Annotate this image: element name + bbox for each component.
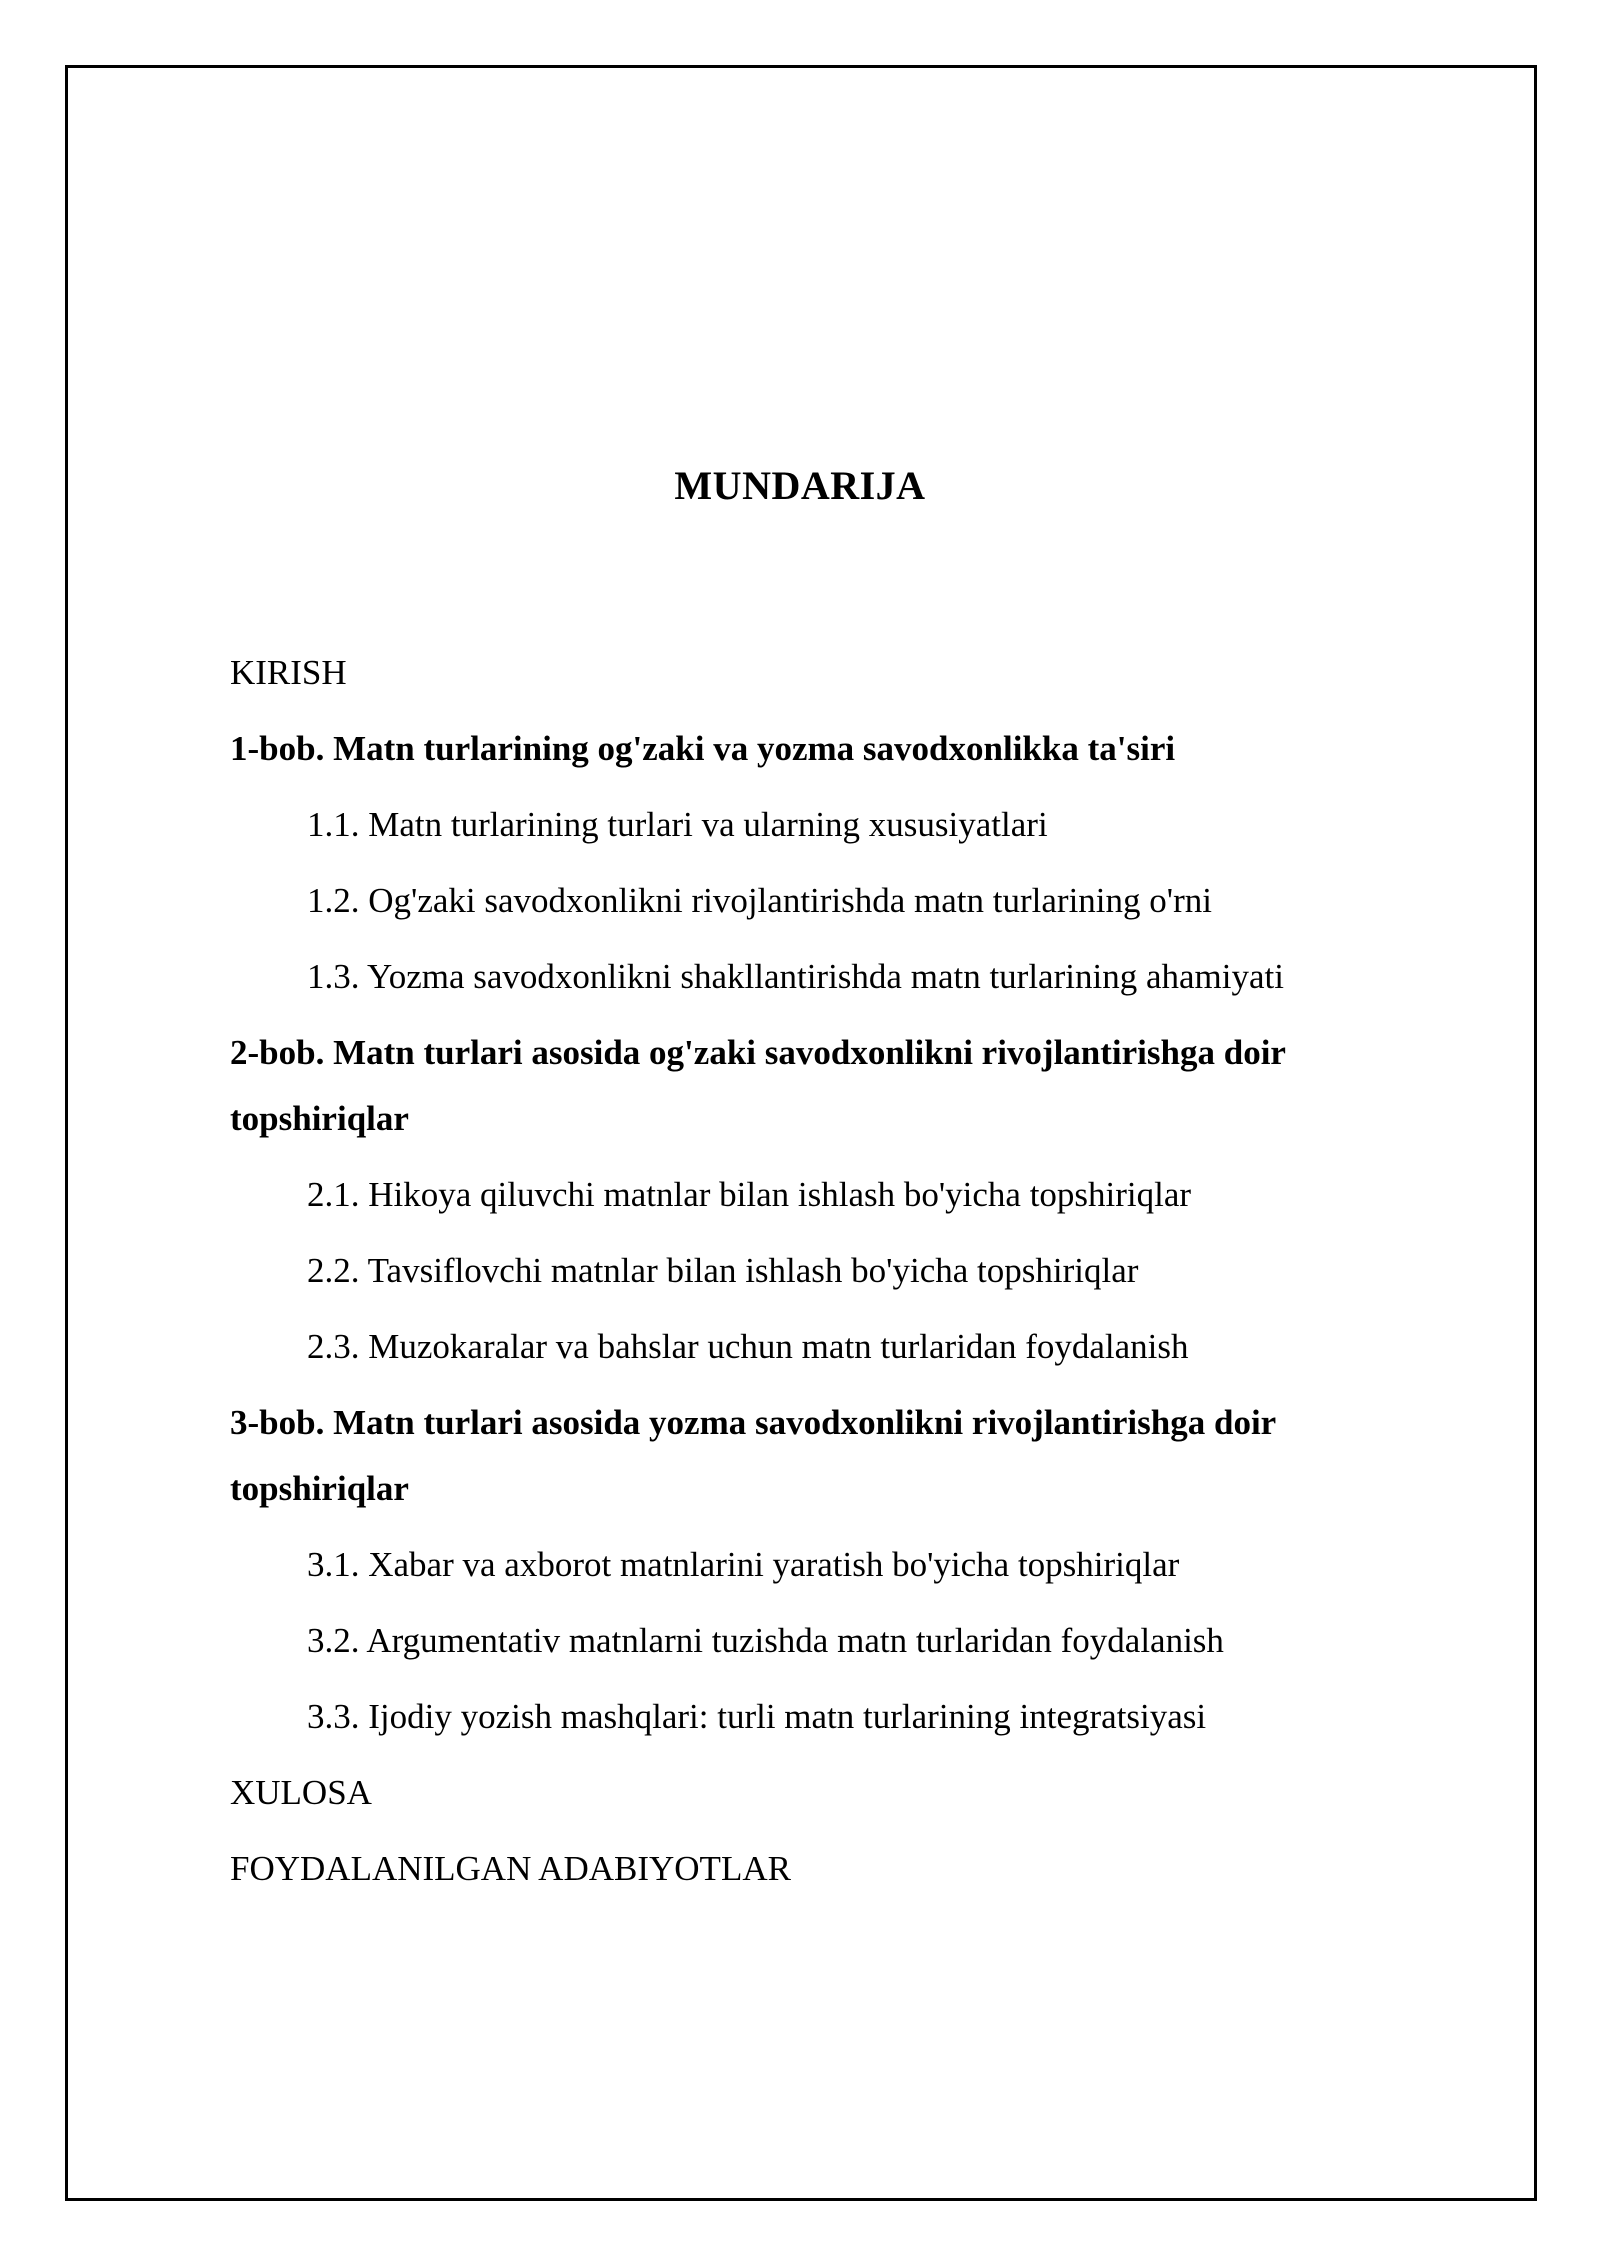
page-title: MUNDARIJA bbox=[674, 463, 926, 508]
toc-section-1-2: 1.2. Og'zaki savodxonlikni rivojlantirishda matn turlarining o'rni bbox=[307, 881, 1212, 920]
toc-section-3-3: 3.3. Ijodiy yozish mashqlari: turli matn turlarining integratsiyasi bbox=[307, 1697, 1207, 1736]
toc-section-3-2: 3.2. Argumentativ matnlarni tuzishda matn turlaridan foydalanish bbox=[307, 1621, 1224, 1660]
toc-references: FOYDALANILGAN ADABIYOTLAR bbox=[230, 1849, 791, 1888]
toc-section-2-3: 2.3. Muzokaralar va bahslar uchun matn turlaridan foydalanish bbox=[307, 1327, 1189, 1366]
toc-section-3-1: 3.1. Xabar va axborot matnlarini yaratish bo'yicha topshiriqlar bbox=[307, 1545, 1180, 1584]
toc-section-2-2: 2.2. Tavsiflovchi matnlar bilan ishlash bo'yicha topshiriqlar bbox=[307, 1251, 1139, 1290]
table-of-contents bbox=[230, 640, 1390, 1912]
toc-section-1-3: 1.3. Yozma savodxonlikni shakllantirishda matn turlarining ahamiyati bbox=[307, 957, 1284, 996]
toc-intro: KIRISH bbox=[230, 653, 347, 692]
toc-chapter-1: 1-bob. Matn turlarining og'zaki va yozma savodxonlikka ta'siri bbox=[230, 729, 1176, 768]
toc-section-1-1: 1.1. Matn turlarining turlari va ularning xususiyatlari bbox=[307, 805, 1048, 844]
toc-conclusion: XULOSA bbox=[230, 1773, 372, 1812]
toc-chapter-3: 3-bob. Matn turlari asosida yozma savodxonlikni rivojlantirishga doir topshiriqlar bbox=[230, 1403, 1276, 1508]
toc-section-2-1: 2.1. Hikoya qiluvchi matnlar bilan ishlash bo'yicha topshiriqlar bbox=[307, 1175, 1192, 1214]
toc-chapter-2: 2-bob. Matn turlari asosida og'zaki savodxonlikni rivojlantirishga doir topshiriqlar bbox=[230, 1033, 1286, 1138]
